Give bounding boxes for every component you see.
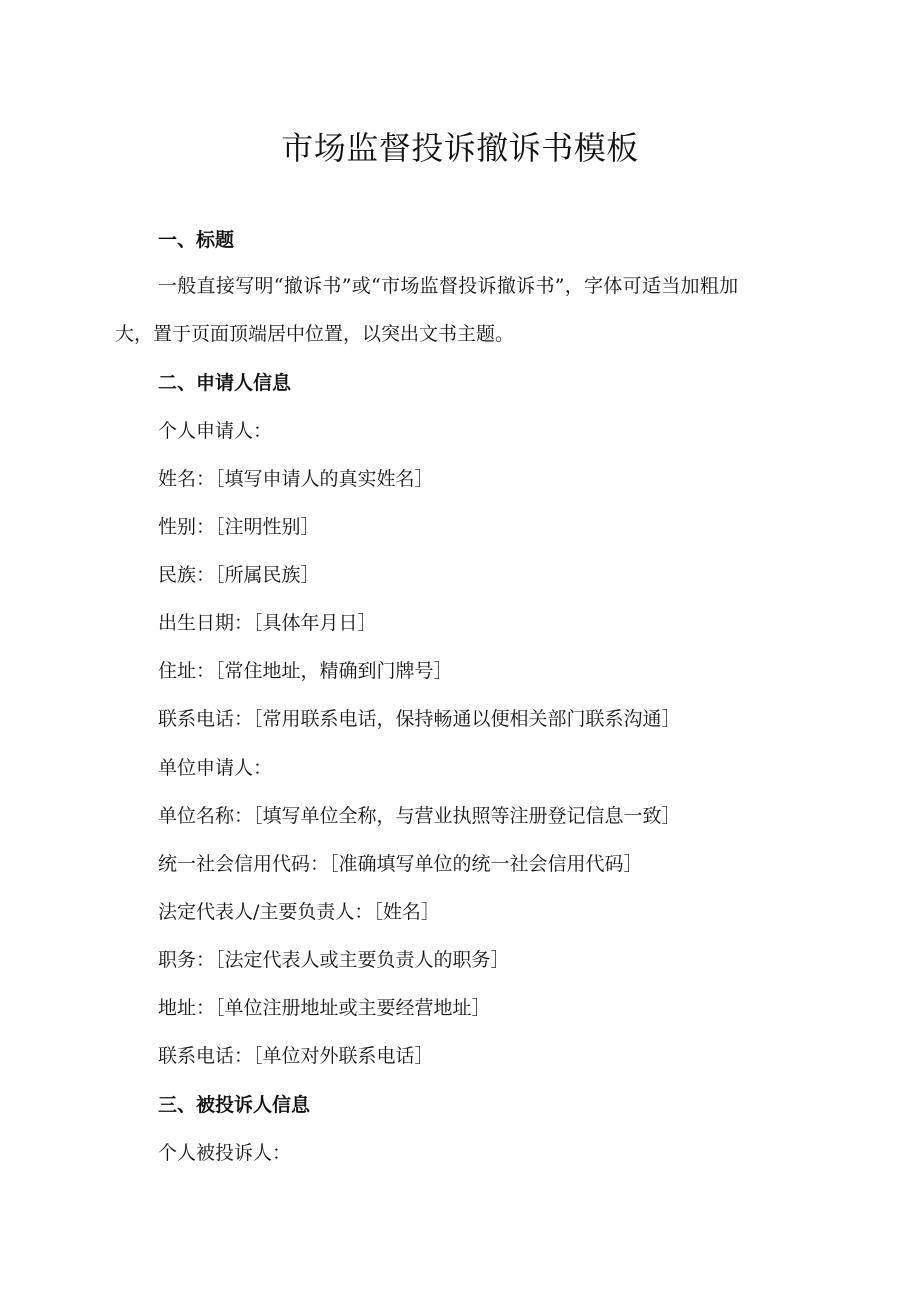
paragraph-line: 大，置于页面顶端居中位置，以突出文书主题。	[115, 323, 515, 345]
field-line-phone: 联系电话：［常用联系电话，保持畅通以便相关部门联系沟通］	[158, 708, 681, 730]
field-line-ethnicity: 民族：［所属民族］	[158, 564, 320, 586]
field-line-gender: 性别：［注明性别］	[158, 516, 320, 538]
field-line-unit-address: 地址：［单位注册地址或主要经营地址］	[158, 997, 491, 1019]
section-heading-respondent: 三、被投诉人信息	[158, 1094, 311, 1116]
field-line-address: 住址：［常住地址，精确到门牌号］	[158, 660, 453, 682]
field-line-legal-rep: 法定代表人/主要负责人：［姓名］	[158, 901, 440, 923]
individual-respondent-label: 个人被投诉人：	[158, 1142, 292, 1164]
section-heading-title: 一、标题	[158, 229, 235, 251]
section-heading-applicant: 二、申请人信息	[158, 372, 292, 394]
unit-applicant-label: 单位申请人：	[158, 757, 273, 779]
field-line-credit-code: 统一社会信用代码：［准确填写单位的统一社会信用代码］	[158, 853, 643, 875]
field-line-unit-name: 单位名称：［填写单位全称，与营业执照等注册登记信息一致］	[158, 805, 681, 827]
field-line-position: 职务：［法定代表人或主要负责人的职务］	[158, 949, 510, 971]
document-title: 市场监督投诉撤诉书模板	[281, 129, 639, 167]
paragraph-line: 一般直接写明“撤诉书”或“市场监督投诉撤诉书”，字体可适当加粗加	[158, 275, 739, 297]
field-line-birthdate: 出生日期：［具体年月日］	[158, 612, 377, 634]
field-line-unit-phone: 联系电话：［单位对外联系电话］	[158, 1045, 434, 1067]
field-line-name: 姓名：［填写申请人的真实姓名］	[158, 468, 434, 490]
individual-applicant-label: 个人申请人：	[158, 420, 273, 442]
